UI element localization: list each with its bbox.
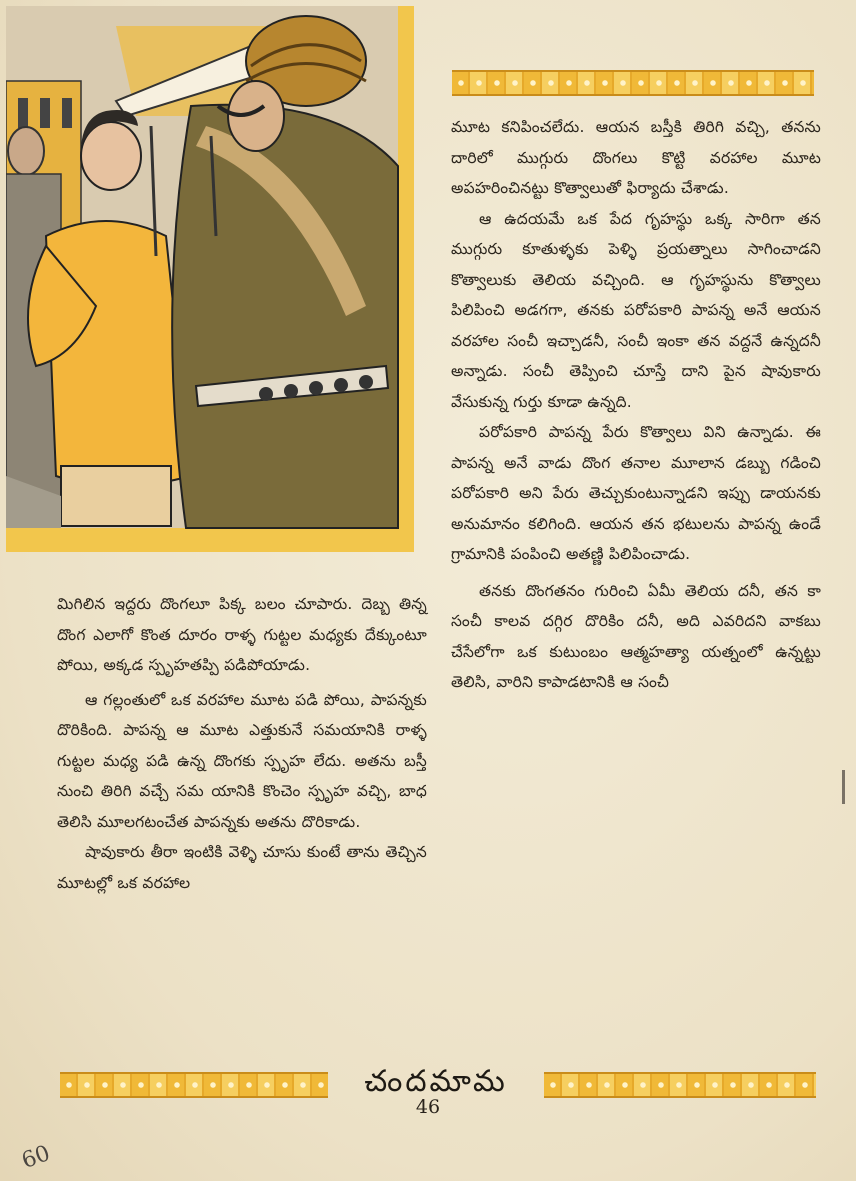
page-number: 46 (415, 1096, 441, 1118)
paragraph: మిగిలిన ఇద్దరు దొంగలూ పిక్క బలం చూపారు. దెబ్బ తిన్న దొంగ ఎలాగో కొంత దూరం రాళ్ళ గుట్టల మధ్యకు దేక్కుంటూ పోయి, అక్కడ స్పృహతప్పి పడిపోయాడు. (57, 595, 427, 674)
top-decorative-border (452, 70, 814, 96)
footer-border-right (544, 1072, 816, 1098)
margin-mark (842, 770, 845, 804)
handwritten-margin-note: 60 (18, 1140, 54, 1175)
right-text-column (451, 112, 821, 698)
magazine-title: చందమామ (364, 1064, 508, 1099)
footer-border-left (60, 1072, 328, 1098)
story-illustration (6, 6, 414, 552)
paragraph: ఆ ఉదయమే ఒక పేద గృహస్థు ఒక్క సారిగా తన ముగ్గురు కూతుళ్ళకు పెళ్ళి ప్రయత్నాలు సాగించాడని కొత్వాలుకు తెలియ వచ్చింది. ఆ గృహస్థును కొత్వాలు పిలిపించి అడగగా, తనకు పరోపకారి పాపన్న అనే ఆయన వరహాల సంచీ ఇచ్చాడనీ, సంచీ ఇంకా తన వద్దనే ఉన్నదనీ అన్నాడు. సంచీ తెప్పించి చూస్తే దాని పైన షావుకారు వేసుకున్న గుర్తు కూడా ఉన్నది. (451, 209, 821, 411)
left-text-column (57, 589, 427, 898)
paragraph: ఆ గల్లంతులో ఒక వరహాల మూట పడి పోయి, పాపన్నకు దొరికింది. పాపన్న ఆ మూట ఎత్తుకునే సమయానికి రాళ్ళ గుట్టల మధ్య పడి ఉన్న దొంగకు స్పృహ లేదు. అతను బస్తీ నుంచి తిరిగి వచ్చే సమ యానికి కొంచెం స్పృహ వచ్చి, బాధ తెలిసి మూలగటంచేత పాపన్నకు అతను దొరికాడు. (57, 690, 427, 831)
paragraph: షావుకారు తీరా ఇంటికి వెళ్ళి చూసు కుంటే తాను తెచ్చిన మూటల్లో ఒక వరహాల (57, 843, 427, 892)
paragraph: పరోపకారి పాపన్న పేరు కొత్వాలు విని ఉన్నాడు. ఈ పాపన్న అనే వాడు దొంగ తనాల మూలాన డబ్బు గడించి పరోపకారి అని పేరు తెచ్చుకుంటున్నాడని ఇప్పు డాయనకు అనుమానం కలిగింది. ఆయన తన భటులను పాపన్న ఉండే గ్రామానికి పంపించి అతణ్ణి పిలిపించాడు. (451, 423, 821, 563)
paragraph: మూట కనిపించలేదు. ఆయన బస్తీకి తిరిగి వచ్చి, తనను దారిలో ముగ్గురు దొంగలు కొట్టి వరహాల మూట అపహరించినట్టు కొత్వాలుతో ఫిర్యాదు చేశాడు. (451, 118, 821, 197)
paragraph: తనకు దొంగతనం గురించి ఏమీ తెలియ దనీ, తన కా సంచీ కాలవ దగ్గిర దొరికిం దనీ, అది ఎవరిదని వాకబు చేసేలోగా ఒక కుటుంబం ఆత్మహత్యా యత్నంలో ఉన్నట్టు తెలిసి, వారిని కాపాడటానికి ఆ సంచీ (451, 581, 821, 691)
